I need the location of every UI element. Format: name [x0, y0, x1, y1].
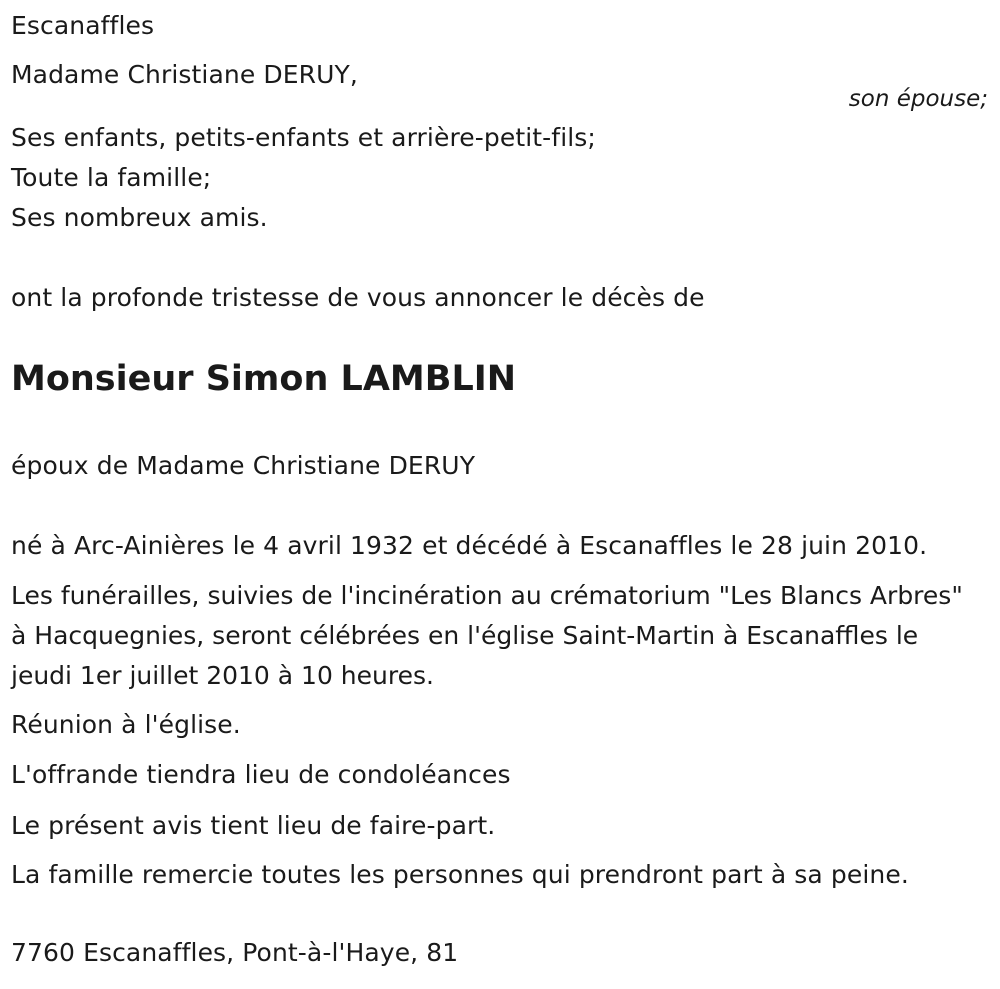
meeting-text: Réunion à l'église. — [11, 710, 241, 739]
spouse-name: Madame Christiane DERUY, — [11, 60, 358, 89]
thanks-text: La famille remercie toutes les personnes qui prendront part à sa peine. — [11, 860, 909, 889]
address-text: 7760 Escanaffles, Pont-à-l'Haye, 81 — [11, 938, 459, 967]
family-line-children: Ses enfants, petits-enfants et arrière-petit-fils; — [11, 123, 596, 152]
spouse-relation: son épouse; — [848, 86, 988, 112]
place-header: Escanaffles — [11, 11, 155, 40]
deceased-name: Monsieur Simon LAMBLIN — [11, 359, 517, 399]
notice-note: Le présent avis tient lieu de faire-part. — [11, 811, 496, 840]
funeral-details: Les funérailles, suivies de l'incinération au crématorium "Les Blancs Arbres" à Hacquegnies, seront célébrées en l'église Saint-Martin à Escanaffles le jeudi 1er juillet 2010 à 10 heures. — [11, 581, 963, 690]
family-line-friends: Ses nombreux amis. — [11, 203, 268, 232]
announcement-text: ont la profonde tristesse de vous annoncer le décès de — [11, 283, 705, 312]
spouse-of-text: époux de Madame Christiane DERUY — [11, 451, 476, 480]
offering-text: L'offrande tiendra lieu de condoléances — [11, 760, 511, 789]
birth-death-text: né à Arc-Ainières le 4 avril 1932 et décédé à Escanaffles le 28 juin 2010. — [11, 531, 928, 560]
family-line-family: Toute la famille; — [11, 163, 212, 192]
